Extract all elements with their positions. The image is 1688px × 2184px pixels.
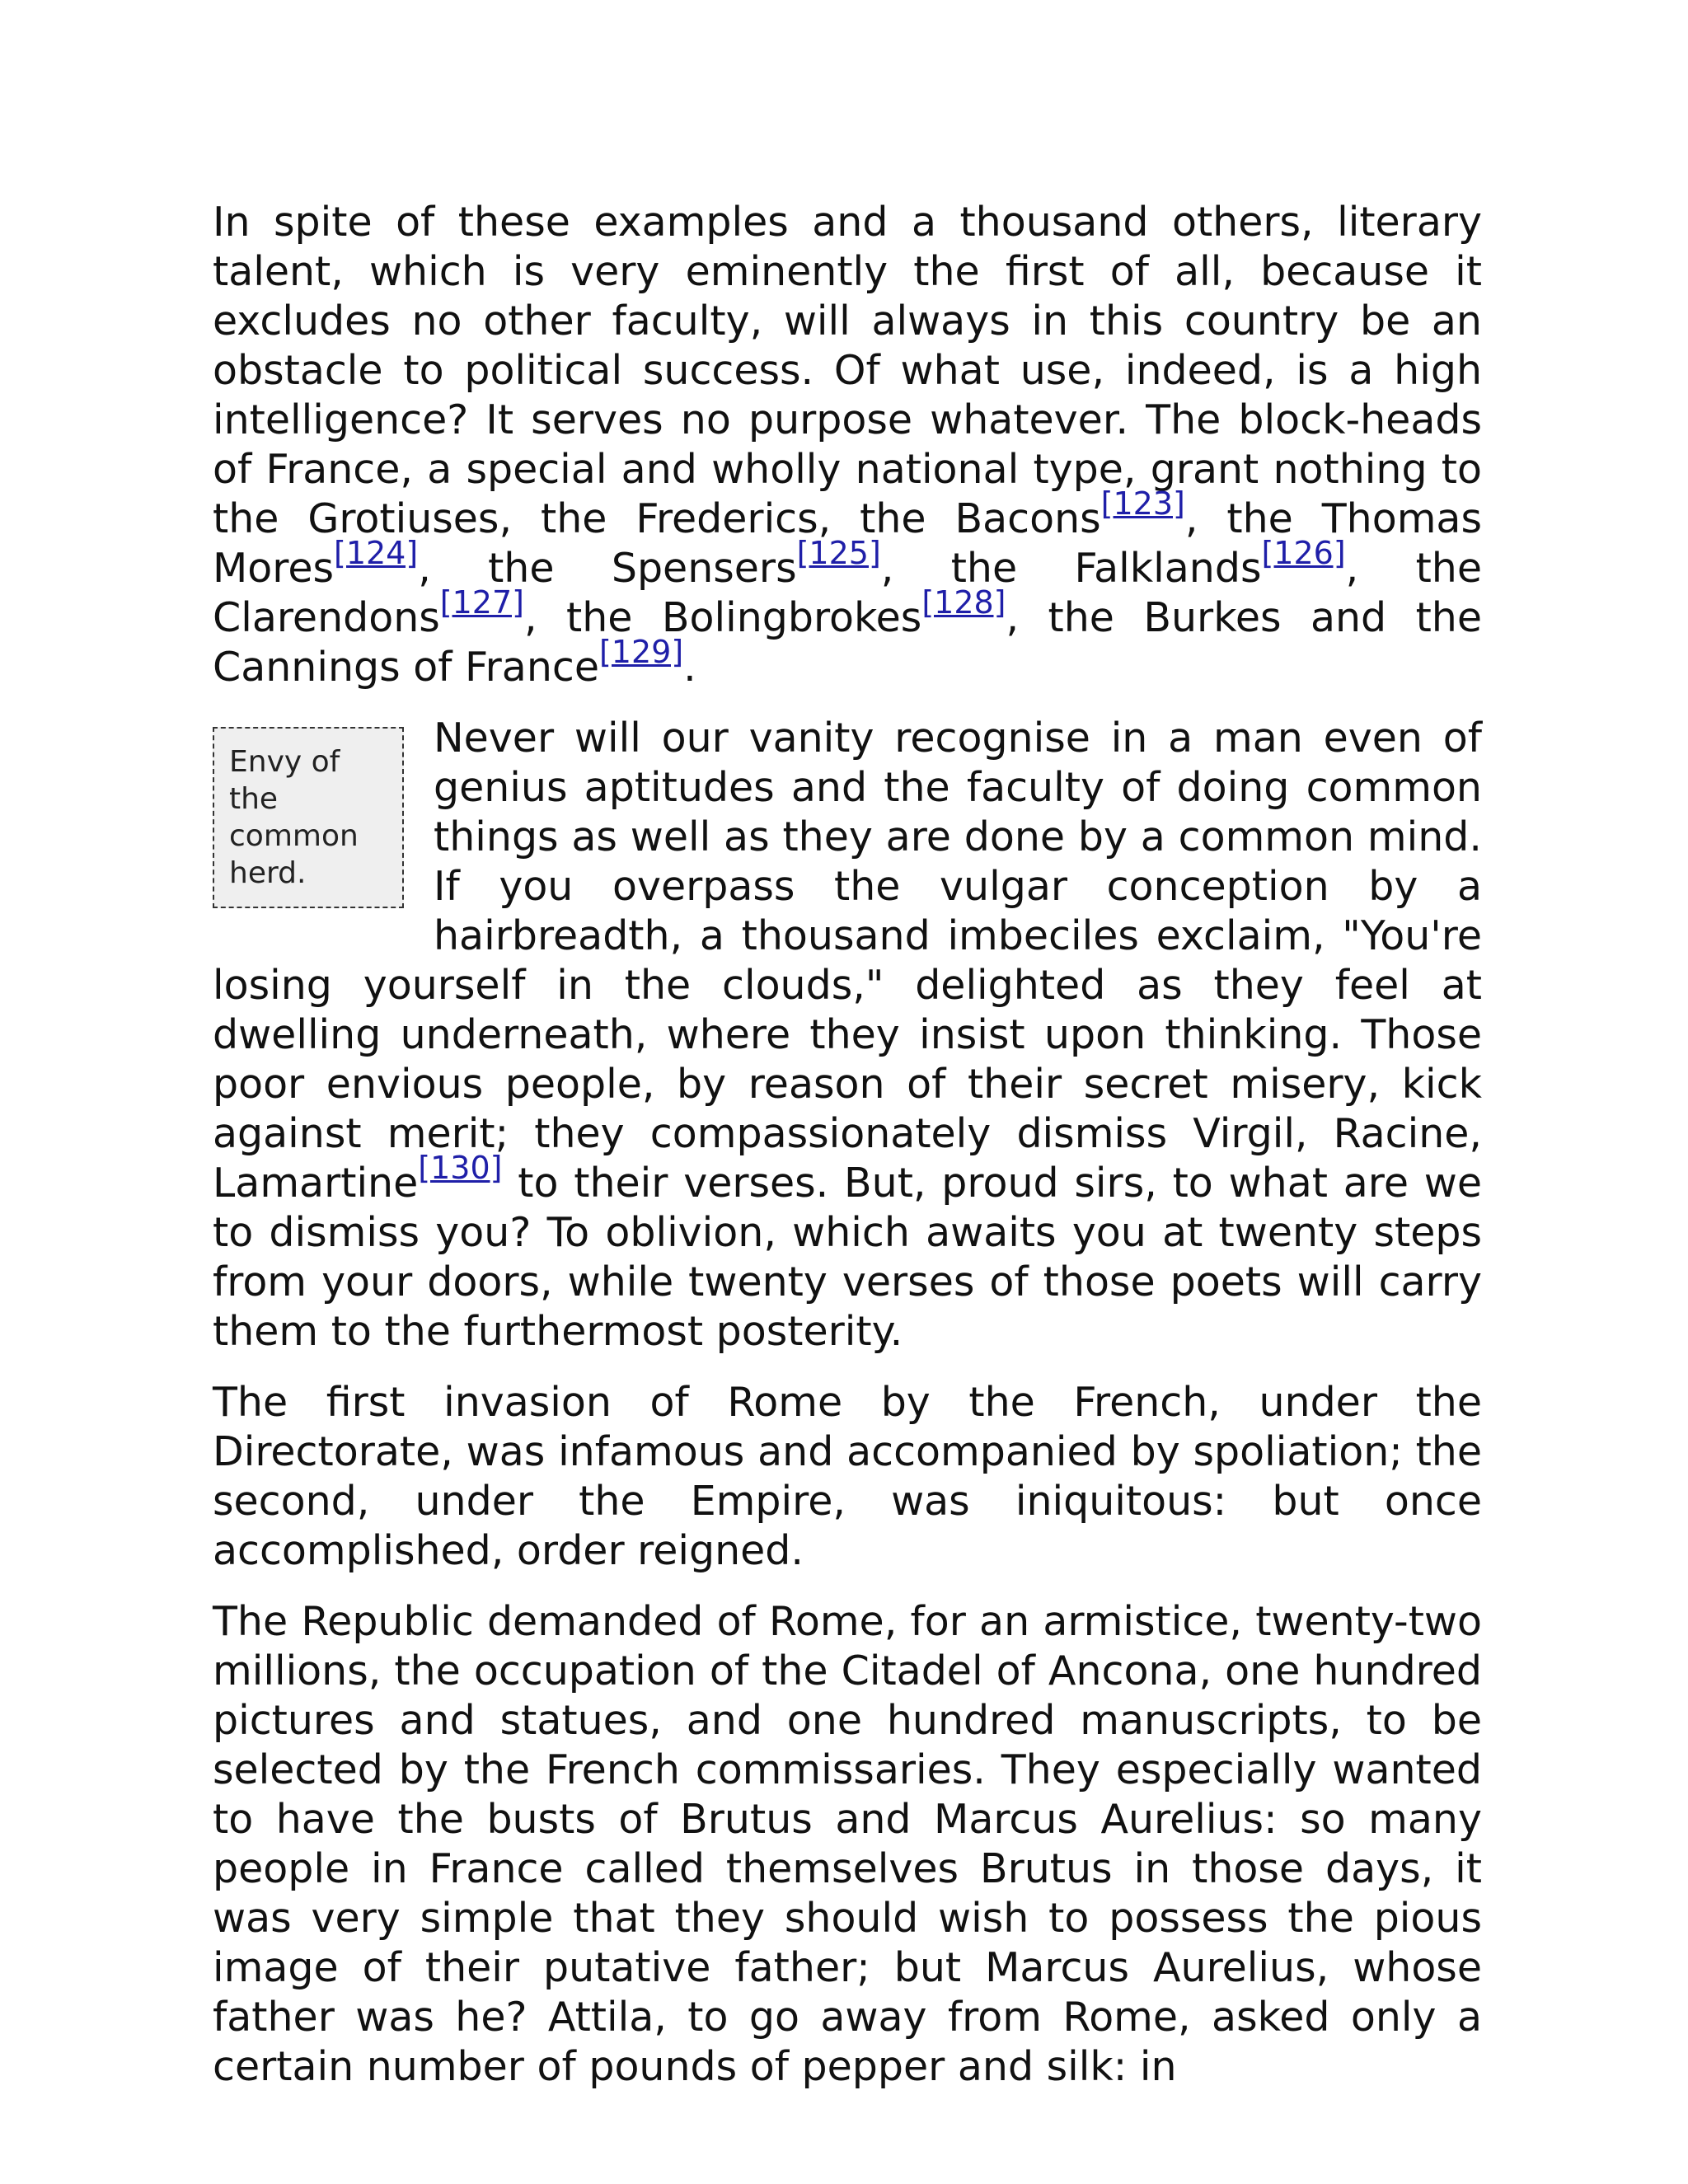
p2-text-0: Never will our vanity recognise in a man even of genius aptitudes and the faculty of doing common things as well as they are done by a common mind. If you overpass the vulgar conception by a hairbreadth, a thousand imbeciles exclaim, "You're losing yourself in the clouds," delighted as they feel at dwelling underneath, where they insist upon thinking. Those poor envious people, by reason of their secret misery, kick against merit; they compassionately dismiss Virgil, Racine, Lamartine — [213, 715, 1482, 1207]
footnote-link-127[interactable]: [127] — [439, 584, 524, 621]
p1-text-3: , the Falklands — [880, 545, 1262, 592]
p1-text-2: , the Spensers — [418, 545, 797, 592]
p1-text-7: . — [683, 644, 696, 691]
footnote-link-130[interactable]: [130] — [418, 1150, 503, 1186]
footnote-127[interactable] — [440, 584, 524, 621]
p1-text-6: , the Burkes and the Cannings of France — [213, 594, 1482, 691]
footnote-124[interactable] — [334, 535, 418, 571]
sidenote-box — [213, 727, 404, 908]
footnote-link-123[interactable]: [123] — [1100, 485, 1185, 522]
footnote-128[interactable] — [921, 584, 1006, 621]
p1-text-5: , the Bolingbrokes — [523, 594, 922, 641]
paragraph-1 — [213, 198, 1482, 692]
page-body — [213, 198, 1482, 2113]
footnote-129[interactable] — [599, 634, 683, 670]
footnote-125[interactable] — [797, 535, 881, 571]
footnote-130[interactable] — [418, 1150, 502, 1186]
footnote-link-125[interactable]: [125] — [796, 535, 881, 571]
p1-text-1: , the Thomas Mores — [213, 495, 1482, 592]
footnote-123[interactable] — [1101, 485, 1185, 522]
paragraph-3: The first invasion of Rome by the French, under the Directorate, was infamous and accompanied by spoliation; the second, under the Empire, was iniquitous: but once accomplished, order reigned. — [213, 1379, 1482, 1574]
footnote-link-128[interactable]: [128] — [921, 584, 1006, 621]
footnote-link-126[interactable]: [126] — [1261, 535, 1346, 571]
footnote-126[interactable] — [1261, 535, 1345, 571]
paragraph-4: The Republic demanded of Rome, for an armistice, twenty-two millions, the occupation of the Citadel of Ancona, one hundred pictures and statues, and one hundred manuscripts, to be selected by the French commissaries. They especially wanted to have the busts of Brutus and Marcus Aurelius: so many people in France called themselves Brutus in those days, it was very simple that they should wish to possess the pious image of their putative father; but Marcus Aurelius, whose father was he? Attila, to go away from Rome, asked only a certain number of pounds of pepper and silk: in — [213, 1598, 1482, 2090]
p2-text-1: to their verses. But, proud sirs, to what are we to dismiss you? To oblivion, which awaits you at twenty steps from your doors, while twenty verses of those poets will carry them to the furthermost posterity. — [213, 1160, 1482, 1355]
sidenote-text: Envy of the common herd. — [229, 745, 359, 890]
p1-text-0: In spite of these examples and a thousand others, literary talent, which is very eminently the first of all, because it excludes no other faculty, will always in this country be an obstacle to political success. Of what use, indeed, is a high intelligence? It serves no purpose whatever. The block-heads of France, a special and wholly national type, grant nothing to the Grotiuses, the Frederics, the Bacons — [213, 199, 1482, 542]
footnote-link-124[interactable]: [124] — [334, 535, 419, 571]
footnote-link-129[interactable]: [129] — [598, 634, 684, 670]
p1-text-4: , the Clarendons — [213, 545, 1482, 641]
